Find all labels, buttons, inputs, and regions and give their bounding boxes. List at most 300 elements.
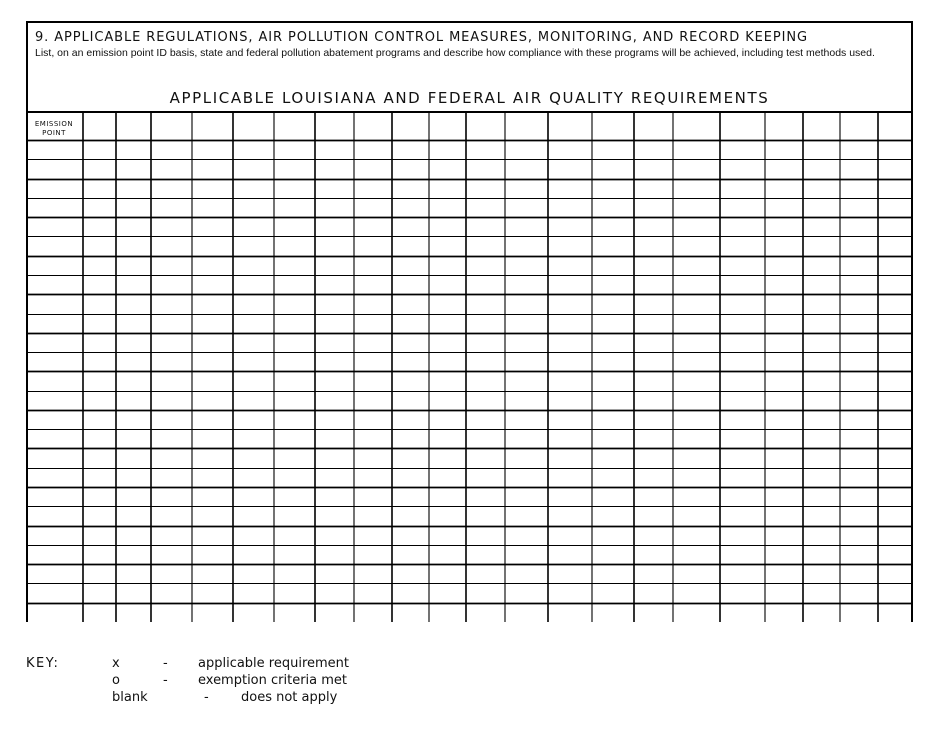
blank-cell xyxy=(878,371,911,390)
blank-cell xyxy=(392,352,429,371)
blank-cell xyxy=(116,564,151,583)
blank-cell xyxy=(803,564,840,583)
blank-cell xyxy=(233,391,274,410)
blank-cell xyxy=(151,526,192,545)
blank-cell xyxy=(315,333,354,352)
blank-cell xyxy=(878,198,911,217)
blank-cell xyxy=(803,333,840,352)
blank-cell xyxy=(429,487,466,506)
blank-cell xyxy=(634,371,673,390)
blank-cell xyxy=(192,352,233,371)
blank-cell xyxy=(765,468,803,487)
blank-cell xyxy=(548,526,592,545)
blank-cell xyxy=(151,429,192,448)
blank-cell xyxy=(634,410,673,429)
blank-cell xyxy=(354,159,392,178)
blank-cell xyxy=(720,314,765,333)
blank-cell xyxy=(720,179,765,198)
blank-cell xyxy=(878,448,911,467)
blank-cell xyxy=(233,583,274,602)
blank-cell xyxy=(840,506,878,525)
blank-cell xyxy=(429,526,466,545)
blank-cell xyxy=(116,583,151,602)
blank-cell xyxy=(765,429,803,448)
blank-cell xyxy=(315,526,354,545)
blank-cell xyxy=(548,468,592,487)
header-cell xyxy=(878,113,911,140)
blank-cell xyxy=(765,526,803,545)
blank-cell xyxy=(634,429,673,448)
header-cell xyxy=(840,113,878,140)
blank-cell xyxy=(765,294,803,313)
blank-cell xyxy=(548,140,592,159)
blank-cell xyxy=(116,140,151,159)
blank-cell xyxy=(720,545,765,564)
blank-cell xyxy=(354,545,392,564)
blank-cell xyxy=(803,179,840,198)
blank-cell xyxy=(673,198,720,217)
blank-cell xyxy=(274,526,315,545)
blank-cell xyxy=(116,294,151,313)
blank-cell xyxy=(429,140,466,159)
blank-cell xyxy=(634,468,673,487)
blank-cell xyxy=(505,583,548,602)
blank-cell xyxy=(720,506,765,525)
blank-cell xyxy=(548,429,592,448)
blank-cell xyxy=(151,506,192,525)
blank-cell xyxy=(505,236,548,255)
blank-cell xyxy=(392,448,429,467)
blank-cell xyxy=(116,448,151,467)
key-dash: - xyxy=(204,690,209,705)
blank-cell xyxy=(840,526,878,545)
blank-cell xyxy=(151,352,192,371)
blank-cell xyxy=(765,217,803,236)
blank-cell xyxy=(592,159,634,178)
blank-cell xyxy=(315,179,354,198)
blank-cell xyxy=(274,236,315,255)
header-cell xyxy=(592,113,634,140)
blank-cell xyxy=(840,391,878,410)
blank-cell xyxy=(634,545,673,564)
blank-cell xyxy=(116,314,151,333)
blank-cell xyxy=(505,506,548,525)
blank-cell xyxy=(192,275,233,294)
blank-cell xyxy=(354,468,392,487)
blank-cell xyxy=(392,159,429,178)
blank-cell xyxy=(548,294,592,313)
blank-cell xyxy=(878,140,911,159)
blank-cell xyxy=(233,429,274,448)
blank-cell xyxy=(548,391,592,410)
blank-cell xyxy=(803,468,840,487)
blank-cell xyxy=(392,198,429,217)
blank-cell xyxy=(151,545,192,564)
blank-cell xyxy=(83,526,116,545)
blank-cell xyxy=(765,275,803,294)
blank-cell xyxy=(116,391,151,410)
blank-cell xyxy=(720,275,765,294)
blank-cell xyxy=(233,526,274,545)
blank-cell xyxy=(233,198,274,217)
blank-cell xyxy=(634,391,673,410)
key-legend xyxy=(26,655,426,715)
header-cell xyxy=(803,113,840,140)
blank-cell xyxy=(233,140,274,159)
blank-cell xyxy=(634,217,673,236)
blank-cell xyxy=(634,198,673,217)
blank-cell xyxy=(429,468,466,487)
blank-cell xyxy=(354,583,392,602)
blank-cell xyxy=(429,371,466,390)
blank-cell xyxy=(233,314,274,333)
blank-cell xyxy=(592,275,634,294)
blank-cell xyxy=(673,583,720,602)
header-cell xyxy=(274,113,315,140)
blank-cell xyxy=(392,545,429,564)
blank-cell xyxy=(720,294,765,313)
blank-cell xyxy=(392,487,429,506)
blank-cell xyxy=(720,371,765,390)
blank-cell xyxy=(192,410,233,429)
blank-cell xyxy=(548,179,592,198)
blank-cell xyxy=(634,256,673,275)
blank-cell xyxy=(151,217,192,236)
blank-cell xyxy=(634,236,673,255)
blank-cell xyxy=(233,179,274,198)
blank-cell xyxy=(315,410,354,429)
blank-cell xyxy=(840,333,878,352)
blank-cell xyxy=(233,545,274,564)
blank-cell xyxy=(720,410,765,429)
emission-point-header-line-2: POINT xyxy=(42,129,66,137)
blank-cell xyxy=(803,352,840,371)
blank-cell xyxy=(673,294,720,313)
blank-cell xyxy=(505,371,548,390)
blank-cell xyxy=(840,275,878,294)
blank-cell xyxy=(354,140,392,159)
blank-cell xyxy=(233,371,274,390)
blank-cell xyxy=(274,506,315,525)
blank-cell xyxy=(765,352,803,371)
blank-cell xyxy=(634,487,673,506)
blank-cell xyxy=(233,448,274,467)
blank-cell xyxy=(592,603,634,622)
requirements-grid xyxy=(28,113,911,622)
blank-cell xyxy=(878,314,911,333)
blank-cell xyxy=(151,603,192,622)
blank-cell xyxy=(548,314,592,333)
blank-cell xyxy=(315,256,354,275)
blank-cell xyxy=(634,314,673,333)
blank-cell xyxy=(192,391,233,410)
blank-cell xyxy=(592,410,634,429)
blank-cell xyxy=(803,314,840,333)
blank-cell xyxy=(83,352,116,371)
blank-cell xyxy=(116,468,151,487)
blank-cell xyxy=(354,198,392,217)
blank-cell xyxy=(28,294,83,313)
blank-cell xyxy=(878,564,911,583)
blank-cell xyxy=(673,506,720,525)
blank-cell xyxy=(274,256,315,275)
blank-cell xyxy=(765,410,803,429)
blank-cell xyxy=(392,564,429,583)
blank-cell xyxy=(354,448,392,467)
blank-cell xyxy=(720,526,765,545)
blank-cell xyxy=(673,159,720,178)
blank-cell xyxy=(192,564,233,583)
key-label: KEY: xyxy=(26,656,60,671)
blank-cell xyxy=(28,140,83,159)
blank-cell xyxy=(429,429,466,448)
blank-cell xyxy=(28,352,83,371)
blank-cell xyxy=(233,564,274,583)
blank-cell xyxy=(765,198,803,217)
blank-cell xyxy=(592,583,634,602)
blank-cell xyxy=(505,275,548,294)
blank-cell xyxy=(315,294,354,313)
blank-cell xyxy=(151,198,192,217)
blank-cell xyxy=(803,294,840,313)
blank-cell xyxy=(548,603,592,622)
blank-cell xyxy=(392,140,429,159)
blank-cell xyxy=(673,429,720,448)
section-instructions: List, on an emission point ID basis, state and federal pollution abatement programs and describe how compliance with these programs will be achieved, including test methods used. xyxy=(35,47,875,59)
key-dash: - xyxy=(163,673,168,688)
blank-cell xyxy=(840,468,878,487)
blank-cell xyxy=(315,564,354,583)
header-cell xyxy=(720,113,765,140)
blank-cell xyxy=(274,429,315,448)
blank-cell xyxy=(840,256,878,275)
blank-cell xyxy=(592,564,634,583)
key-symbol: blank xyxy=(112,690,148,705)
blank-cell xyxy=(83,256,116,275)
blank-cell xyxy=(548,583,592,602)
blank-cell xyxy=(192,526,233,545)
header-cell xyxy=(192,113,233,140)
blank-cell xyxy=(673,371,720,390)
blank-cell xyxy=(765,159,803,178)
blank-cell xyxy=(803,256,840,275)
blank-cell xyxy=(28,159,83,178)
blank-cell xyxy=(720,603,765,622)
blank-cell xyxy=(634,333,673,352)
blank-cell xyxy=(634,583,673,602)
blank-cell xyxy=(466,410,505,429)
table-title: APPLICABLE LOUISIANA AND FEDERAL AIR QUALITY REQUIREMENTS xyxy=(169,89,770,107)
blank-cell xyxy=(548,448,592,467)
blank-cell xyxy=(429,333,466,352)
blank-cell xyxy=(392,371,429,390)
blank-cell xyxy=(592,526,634,545)
blank-cell xyxy=(673,275,720,294)
blank-cell xyxy=(151,487,192,506)
blank-cell xyxy=(803,371,840,390)
blank-cell xyxy=(878,256,911,275)
blank-cell xyxy=(878,429,911,448)
blank-cell xyxy=(274,217,315,236)
blank-cell xyxy=(28,429,83,448)
blank-cell xyxy=(315,429,354,448)
blank-cell xyxy=(83,506,116,525)
key-symbol: x xyxy=(112,656,120,671)
blank-cell xyxy=(192,468,233,487)
blank-cell xyxy=(392,236,429,255)
blank-cell xyxy=(505,429,548,448)
blank-cell xyxy=(673,545,720,564)
blank-cell xyxy=(720,352,765,371)
blank-cell xyxy=(466,236,505,255)
blank-cell xyxy=(634,526,673,545)
blank-cell xyxy=(466,603,505,622)
blank-cell xyxy=(548,198,592,217)
blank-cell xyxy=(83,603,116,622)
blank-cell xyxy=(28,448,83,467)
blank-cell xyxy=(840,410,878,429)
blank-cell xyxy=(720,236,765,255)
blank-cell xyxy=(116,256,151,275)
blank-cell xyxy=(840,294,878,313)
blank-cell xyxy=(878,159,911,178)
blank-cell xyxy=(840,217,878,236)
blank-cell xyxy=(765,179,803,198)
blank-cell xyxy=(392,506,429,525)
blank-cell xyxy=(673,391,720,410)
blank-cell xyxy=(233,256,274,275)
blank-cell xyxy=(315,506,354,525)
blank-cell xyxy=(274,468,315,487)
blank-cell xyxy=(116,217,151,236)
blank-cell xyxy=(354,294,392,313)
blank-cell xyxy=(116,545,151,564)
blank-cell xyxy=(116,198,151,217)
blank-cell xyxy=(151,448,192,467)
blank-cell xyxy=(151,468,192,487)
blank-cell xyxy=(466,468,505,487)
blank-cell xyxy=(548,564,592,583)
blank-cell xyxy=(274,314,315,333)
blank-cell xyxy=(392,391,429,410)
blank-cell xyxy=(765,487,803,506)
blank-cell xyxy=(83,564,116,583)
blank-cell xyxy=(354,429,392,448)
blank-cell xyxy=(878,333,911,352)
blank-cell xyxy=(803,159,840,178)
blank-cell xyxy=(592,545,634,564)
blank-cell xyxy=(274,179,315,198)
blank-cell xyxy=(505,179,548,198)
blank-cell xyxy=(354,371,392,390)
blank-cell xyxy=(720,391,765,410)
blank-cell xyxy=(28,526,83,545)
blank-cell xyxy=(233,352,274,371)
blank-cell xyxy=(233,410,274,429)
blank-cell xyxy=(354,526,392,545)
blank-cell xyxy=(151,410,192,429)
blank-cell xyxy=(505,603,548,622)
blank-cell xyxy=(840,564,878,583)
blank-cell xyxy=(720,140,765,159)
blank-cell xyxy=(634,506,673,525)
blank-cell xyxy=(274,275,315,294)
blank-cell xyxy=(83,391,116,410)
header-cell xyxy=(429,113,466,140)
blank-cell xyxy=(505,256,548,275)
blank-cell xyxy=(274,391,315,410)
blank-cell xyxy=(634,179,673,198)
header-cell xyxy=(315,113,354,140)
blank-cell xyxy=(505,448,548,467)
blank-cell xyxy=(466,159,505,178)
blank-cell xyxy=(354,506,392,525)
blank-cell xyxy=(548,371,592,390)
blank-cell xyxy=(192,294,233,313)
blank-cell xyxy=(548,275,592,294)
blank-cell xyxy=(548,159,592,178)
blank-cell xyxy=(505,468,548,487)
blank-cell xyxy=(505,314,548,333)
blank-cell xyxy=(116,526,151,545)
blank-cell xyxy=(840,371,878,390)
blank-cell xyxy=(505,198,548,217)
regulations-form xyxy=(26,21,913,622)
blank-cell xyxy=(634,564,673,583)
blank-cell xyxy=(192,506,233,525)
blank-cell xyxy=(116,506,151,525)
blank-cell xyxy=(840,448,878,467)
blank-cell xyxy=(765,506,803,525)
blank-cell xyxy=(878,275,911,294)
blank-cell xyxy=(116,429,151,448)
blank-cell xyxy=(548,487,592,506)
blank-cell xyxy=(192,603,233,622)
blank-cell xyxy=(720,333,765,352)
blank-cell xyxy=(392,275,429,294)
blank-cell xyxy=(765,583,803,602)
blank-cell xyxy=(28,545,83,564)
blank-cell xyxy=(392,468,429,487)
header-cell xyxy=(354,113,392,140)
blank-cell xyxy=(673,256,720,275)
blank-cell xyxy=(803,583,840,602)
blank-cell xyxy=(803,487,840,506)
blank-cell xyxy=(83,448,116,467)
blank-cell xyxy=(673,236,720,255)
blank-cell xyxy=(840,314,878,333)
blank-cell xyxy=(765,256,803,275)
blank-cell xyxy=(192,583,233,602)
blank-cell xyxy=(429,506,466,525)
blank-cell xyxy=(151,179,192,198)
blank-cell xyxy=(878,217,911,236)
blank-cell xyxy=(233,159,274,178)
blank-cell xyxy=(840,198,878,217)
blank-cell xyxy=(429,198,466,217)
blank-cell xyxy=(592,236,634,255)
blank-cell xyxy=(315,545,354,564)
blank-cell xyxy=(592,487,634,506)
blank-cell xyxy=(803,236,840,255)
blank-cell xyxy=(116,603,151,622)
blank-cell xyxy=(192,198,233,217)
header-cell xyxy=(151,113,192,140)
blank-cell xyxy=(803,506,840,525)
blank-cell xyxy=(429,217,466,236)
blank-cell xyxy=(354,352,392,371)
blank-cell xyxy=(466,583,505,602)
